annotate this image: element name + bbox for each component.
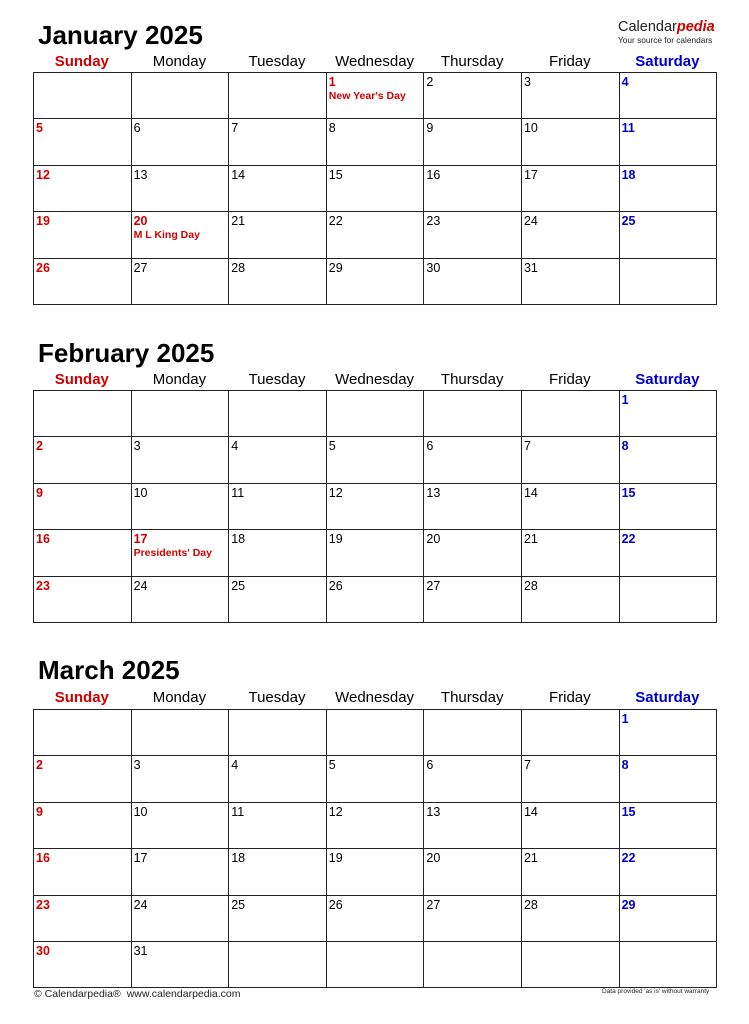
day-cell[interactable] (619, 802, 717, 848)
day-cell[interactable] (521, 437, 619, 483)
day-number: 17 (133, 532, 148, 547)
week-row (34, 437, 717, 483)
week-row (34, 895, 717, 941)
day-number: 19 (328, 532, 343, 547)
day-cell[interactable] (34, 895, 132, 941)
day-cell[interactable] (34, 212, 132, 258)
weekday-saturday: Saturday (635, 689, 700, 706)
day-number: 24 (133, 578, 148, 593)
day-number: 22 (328, 214, 343, 229)
empty-day-cell (229, 73, 327, 119)
day-cell[interactable] (424, 73, 522, 119)
day-number: 27 (133, 260, 148, 275)
weekday-header-row (33, 370, 716, 390)
day-cell[interactable] (424, 258, 522, 304)
day-cell[interactable] (131, 576, 229, 622)
empty-day-cell (229, 710, 327, 756)
week-row (34, 530, 717, 576)
week-row (34, 391, 717, 437)
weekday-friday: Friday (548, 53, 591, 70)
empty-day-cell (131, 710, 229, 756)
weekday-header-row (33, 52, 716, 72)
day-cell[interactable] (424, 119, 522, 165)
day-number: 3 (523, 75, 531, 89)
day-number: 27 (426, 897, 441, 912)
day-number: 9 (426, 121, 434, 136)
day-number: 1 (328, 75, 336, 89)
day-cell[interactable] (34, 165, 132, 211)
day-number: 26 (328, 578, 343, 593)
empty-day-cell (34, 391, 132, 437)
day-number: 30 (36, 943, 50, 958)
day-number: 16 (36, 851, 50, 866)
day-number: 5 (328, 758, 336, 773)
empty-day-cell (619, 576, 717, 622)
day-cell[interactable] (326, 576, 424, 622)
day-cell[interactable] (34, 849, 132, 895)
day-cell[interactable] (521, 756, 619, 802)
day-cell[interactable] (521, 576, 619, 622)
empty-day-cell (619, 258, 717, 304)
day-cell[interactable] (326, 802, 424, 848)
day-number: 30 (426, 260, 441, 275)
day-number: 14 (231, 167, 246, 182)
footer-disclaimer: Data provided 'as is' without warranty (602, 988, 710, 995)
day-cell[interactable] (521, 802, 619, 848)
day-number: 28 (523, 578, 538, 593)
day-number: 22 (621, 851, 636, 866)
day-cell[interactable] (521, 258, 619, 304)
weekday-thursday: Thursday (440, 53, 504, 70)
weekday-monday: Monday (152, 689, 207, 706)
day-cell[interactable] (424, 530, 522, 576)
day-cell[interactable] (521, 212, 619, 258)
day-cell[interactable] (131, 756, 229, 802)
weekday-friday: Friday (548, 371, 591, 388)
day-number: 14 (523, 485, 538, 500)
day-number: 18 (231, 532, 246, 547)
day-number: 25 (231, 578, 246, 593)
day-cell[interactable] (34, 437, 132, 483)
day-number: 4 (231, 439, 239, 454)
day-number: 19 (328, 851, 343, 866)
day-number: 24 (133, 897, 148, 912)
week-row (34, 756, 717, 802)
empty-day-cell (229, 941, 327, 987)
day-cell[interactable] (131, 165, 229, 211)
month-grid (33, 390, 717, 623)
day-cell[interactable] (131, 895, 229, 941)
empty-day-cell (34, 73, 132, 119)
day-cell[interactable] (229, 119, 327, 165)
day-cell[interactable] (229, 258, 327, 304)
empty-day-cell (521, 941, 619, 987)
day-number: 26 (328, 897, 343, 912)
week-row (34, 119, 717, 165)
day-cell[interactable] (229, 756, 327, 802)
day-cell[interactable] (34, 119, 132, 165)
day-cell[interactable] (424, 802, 522, 848)
day-number: 8 (328, 121, 336, 136)
day-number: 29 (621, 897, 636, 912)
weekday-header-row (33, 688, 716, 708)
day-cell[interactable] (326, 530, 424, 576)
day-number: 16 (36, 532, 50, 547)
day-cell[interactable] (131, 849, 229, 895)
day-number: 6 (133, 121, 141, 136)
weekday-saturday: Saturday (635, 53, 700, 70)
week-row (34, 802, 717, 848)
day-cell[interactable] (619, 530, 717, 576)
day-cell[interactable] (521, 73, 619, 119)
weekday-tuesday: Tuesday (248, 371, 306, 388)
day-number: 19 (36, 214, 50, 229)
week-row (34, 165, 717, 211)
month-grid (33, 709, 717, 988)
day-cell[interactable] (424, 212, 522, 258)
day-number: 12 (36, 167, 50, 182)
day-cell[interactable] (34, 483, 132, 529)
day-cell[interactable] (229, 212, 327, 258)
holiday-name: Presidents' Day (133, 547, 212, 560)
weekday-tuesday: Tuesday (248, 53, 306, 70)
day-number: 9 (36, 485, 43, 500)
weekday-sunday: Sunday (54, 53, 109, 70)
day-number: 2 (36, 758, 43, 773)
day-number: 22 (621, 532, 636, 547)
day-cell[interactable] (131, 437, 229, 483)
weekday-friday: Friday (548, 689, 591, 706)
day-number: 18 (231, 851, 246, 866)
day-cell[interactable] (424, 756, 522, 802)
empty-day-cell (619, 941, 717, 987)
day-number: 21 (523, 532, 538, 547)
day-cell[interactable] (34, 530, 132, 576)
day-cell[interactable] (619, 895, 717, 941)
day-number: 2 (426, 75, 434, 89)
day-cell[interactable] (131, 212, 229, 258)
day-number: 8 (621, 439, 629, 454)
day-number: 16 (426, 167, 441, 182)
day-cell[interactable] (521, 119, 619, 165)
day-number: 12 (328, 485, 343, 500)
brand-name (618, 20, 718, 35)
brand-name-accent: pedia (676, 19, 715, 35)
day-cell[interactable] (326, 212, 424, 258)
day-number: 5 (328, 439, 336, 454)
day-number: 15 (621, 804, 636, 819)
empty-day-cell (326, 710, 424, 756)
empty-day-cell (521, 710, 619, 756)
day-number: 7 (523, 758, 531, 773)
empty-day-cell (34, 710, 132, 756)
day-cell[interactable] (326, 119, 424, 165)
month-title: February 2025 (38, 338, 215, 368)
day-cell[interactable] (619, 710, 717, 756)
day-number: 28 (231, 260, 246, 275)
footer-left (34, 988, 241, 1000)
day-cell[interactable] (229, 895, 327, 941)
day-cell[interactable] (229, 530, 327, 576)
day-cell[interactable] (619, 437, 717, 483)
day-number: 13 (426, 804, 441, 819)
day-number: 21 (523, 851, 538, 866)
weekday-monday: Monday (152, 371, 207, 388)
day-cell[interactable] (229, 802, 327, 848)
week-row (34, 483, 717, 529)
day-number: 23 (36, 897, 50, 912)
week-row (34, 212, 717, 258)
day-number: 11 (621, 121, 635, 136)
weekday-tuesday: Tuesday (248, 689, 306, 706)
day-cell[interactable] (619, 119, 717, 165)
day-cell[interactable] (326, 895, 424, 941)
day-cell[interactable] (521, 530, 619, 576)
day-number: 20 (133, 214, 148, 229)
day-cell[interactable] (326, 756, 424, 802)
day-number: 29 (328, 260, 343, 275)
day-number: 11 (231, 804, 245, 819)
weekday-wednesday: Wednesday (335, 371, 415, 388)
day-cell[interactable] (34, 576, 132, 622)
day-cell[interactable] (131, 941, 229, 987)
day-number: 3 (133, 758, 141, 773)
weekday-saturday: Saturday (635, 371, 700, 388)
brand-tagline: Your source for calendars (618, 34, 713, 45)
weekday-wednesday: Wednesday (335, 53, 415, 70)
weekday-wednesday: Wednesday (335, 689, 415, 706)
month-title: March 2025 (38, 655, 180, 685)
day-number: 13 (133, 167, 148, 182)
day-number: 27 (426, 578, 441, 593)
empty-day-cell (521, 391, 619, 437)
day-number: 24 (523, 214, 538, 229)
week-row (34, 941, 717, 987)
day-number: 1 (621, 712, 629, 726)
day-cell[interactable] (326, 437, 424, 483)
day-number: 10 (523, 121, 538, 136)
day-cell[interactable] (424, 576, 522, 622)
empty-day-cell (326, 391, 424, 437)
day-number: 17 (523, 167, 538, 182)
day-number: 14 (523, 804, 538, 819)
day-number: 31 (523, 260, 538, 275)
day-number: 6 (426, 758, 434, 773)
day-cell[interactable] (424, 165, 522, 211)
day-cell[interactable] (34, 258, 132, 304)
empty-day-cell (326, 941, 424, 987)
day-cell[interactable] (229, 483, 327, 529)
day-cell[interactable] (521, 483, 619, 529)
day-number: 26 (36, 260, 50, 275)
day-cell[interactable] (619, 391, 717, 437)
day-cell[interactable] (34, 756, 132, 802)
day-cell[interactable] (424, 849, 522, 895)
day-cell[interactable] (424, 483, 522, 529)
day-cell[interactable] (229, 849, 327, 895)
day-cell[interactable] (521, 849, 619, 895)
month-grid (33, 72, 717, 305)
day-cell[interactable] (326, 73, 424, 119)
day-number: 23 (36, 578, 50, 593)
day-number: 13 (426, 485, 441, 500)
day-cell[interactable] (131, 483, 229, 529)
day-cell[interactable] (521, 165, 619, 211)
day-number: 15 (621, 485, 636, 500)
day-cell[interactable] (131, 802, 229, 848)
day-number: 10 (133, 485, 148, 500)
day-number: 28 (523, 897, 538, 912)
week-row (34, 73, 717, 119)
day-number: 20 (426, 532, 441, 547)
day-number: 5 (36, 121, 43, 136)
day-cell[interactable] (326, 258, 424, 304)
day-number: 21 (231, 214, 246, 229)
day-number: 18 (621, 167, 636, 182)
week-row (34, 849, 717, 895)
day-cell[interactable] (326, 483, 424, 529)
day-number: 20 (426, 851, 441, 866)
weekday-sunday: Sunday (54, 689, 109, 706)
day-cell[interactable] (34, 941, 132, 987)
day-cell[interactable] (326, 849, 424, 895)
empty-day-cell (424, 391, 522, 437)
weekday-thursday: Thursday (440, 689, 504, 706)
day-cell[interactable] (34, 802, 132, 848)
holiday-name: New Year's Day (328, 90, 406, 102)
brand-name-main: Calendar (618, 19, 677, 35)
day-number: 8 (621, 758, 629, 773)
empty-day-cell (424, 710, 522, 756)
day-number: 25 (231, 897, 246, 912)
day-cell[interactable] (131, 258, 229, 304)
day-number: 7 (523, 439, 531, 454)
day-cell[interactable] (424, 895, 522, 941)
empty-day-cell (131, 391, 229, 437)
day-number: 2 (36, 439, 43, 454)
weekday-sunday: Sunday (54, 371, 109, 388)
day-cell[interactable] (619, 212, 717, 258)
week-row (34, 576, 717, 622)
day-number: 12 (328, 804, 343, 819)
week-row (34, 258, 717, 304)
weekday-monday: Monday (152, 53, 207, 70)
day-number: 1 (621, 393, 629, 407)
day-number: 31 (133, 943, 148, 958)
day-cell[interactable] (619, 849, 717, 895)
day-number: 23 (426, 214, 441, 229)
empty-day-cell (131, 73, 229, 119)
day-cell[interactable] (229, 437, 327, 483)
day-number: 9 (36, 804, 43, 819)
day-number: 11 (231, 485, 245, 500)
day-number: 17 (133, 851, 148, 866)
day-number: 4 (621, 75, 629, 89)
month-title: January 2025 (38, 20, 203, 50)
empty-day-cell (424, 941, 522, 987)
empty-day-cell (229, 391, 327, 437)
day-cell[interactable] (131, 530, 229, 576)
day-number: 10 (133, 804, 148, 819)
day-number: 3 (133, 439, 141, 454)
day-cell[interactable] (424, 437, 522, 483)
day-number: 6 (426, 439, 434, 454)
day-cell[interactable] (619, 73, 717, 119)
day-number: 25 (621, 214, 636, 229)
footer-url[interactable]: www.calendarpedia.com (126, 988, 241, 1000)
weekday-thursday: Thursday (440, 371, 504, 388)
day-cell[interactable] (326, 165, 424, 211)
day-cell[interactable] (619, 483, 717, 529)
day-cell[interactable] (521, 895, 619, 941)
day-cell[interactable] (229, 165, 327, 211)
footer-copyright: © Calendarpedia® (34, 988, 121, 1000)
day-cell[interactable] (229, 576, 327, 622)
day-number: 15 (328, 167, 343, 182)
week-row (34, 710, 717, 756)
day-cell[interactable] (619, 165, 717, 211)
day-cell[interactable] (131, 119, 229, 165)
day-number: 4 (231, 758, 239, 773)
holiday-name: M L King Day (133, 229, 200, 242)
day-number: 7 (231, 121, 239, 136)
brand-logo (618, 20, 718, 44)
day-cell[interactable] (619, 756, 717, 802)
